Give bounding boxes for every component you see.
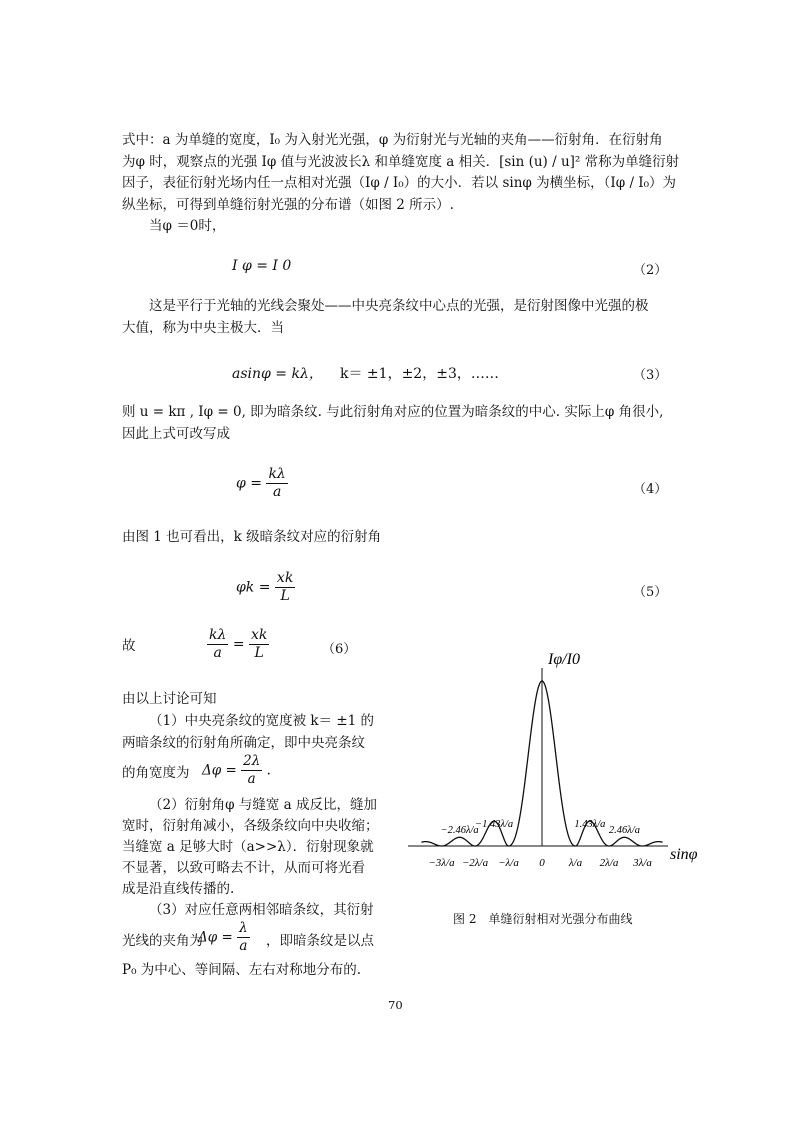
- page-number: 70: [388, 998, 403, 1012]
- angular-width-period: .: [266, 762, 271, 779]
- equation-4-lhs: φ =: [236, 475, 262, 492]
- equation-6-denominator-right: L: [254, 645, 264, 661]
- x-tick-label: 2λ/a: [599, 857, 619, 869]
- x-tick-label: 0: [539, 857, 545, 869]
- text-therefore: 故: [122, 638, 136, 654]
- paragraph-intro: [122, 130, 679, 216]
- equation-fringe-spacing: [198, 920, 250, 955]
- text-line: 这是平行于光轴的光线会聚处——中央亮条纹中心点的光强，是衍射图像中光强的极: [149, 298, 649, 314]
- text-line: 两暗条纹的衍射角所确定，即中央亮条纹: [122, 735, 365, 751]
- y-axis-label: Iφ/I0: [548, 651, 580, 668]
- peak-annotations: [440, 819, 639, 836]
- equation-6-numerator-left: kλ: [209, 627, 227, 643]
- paragraph-central-maximum: [122, 296, 649, 339]
- equation-number-2: （2）: [633, 263, 668, 278]
- equation-number-4: （4）: [633, 482, 668, 497]
- equation-6-equals: =: [232, 636, 245, 653]
- text-line: 不显著，以致可略去不计，从而可将光看: [122, 860, 365, 876]
- equation-4: [236, 466, 288, 501]
- equation-number-6: （6）: [322, 642, 357, 657]
- angular-width-lhs: Δφ =: [202, 762, 237, 779]
- equation-6-denominator-left: a: [213, 645, 222, 661]
- text-line: （1）中央亮条纹的宽度被 k＝ ±1 的: [149, 713, 375, 729]
- angular-width-denominator: a: [247, 771, 256, 787]
- text-when-phi-zero: 当φ ＝0时，: [149, 218, 226, 234]
- equation-3-right: k＝ ±1，±2，±3，……: [340, 366, 499, 382]
- equation-angular-width: [202, 753, 271, 788]
- text-line: 式中：a 为单缝的宽度，I₀ 为入射光光强，φ 为衍射光与光轴的夹角——衍射角．在衍射角: [122, 132, 663, 148]
- peak-annotation: −1.43λ/a: [475, 819, 514, 830]
- equation-5: [236, 570, 295, 605]
- text-line: 光线的夹角为: [122, 933, 203, 949]
- diffraction-intensity-chart: [400, 640, 710, 880]
- equation-4-denominator: a: [272, 484, 282, 500]
- text-line: 因此上式可改写成: [122, 425, 230, 442]
- text-line: 的角宽度为: [122, 765, 190, 781]
- equation-3-left: asinφ = kλ，: [232, 366, 323, 382]
- equation-5-lhs: φk =: [236, 579, 271, 596]
- text-line: 为φ 时，观察点的光强 Iφ 值与光波波长λ 和单缝宽度 a 相关．[sin (u) / u]² 常称为单缝衍射: [122, 153, 680, 170]
- equation-6-numerator-right: xk: [251, 627, 268, 643]
- text-line: ，即暗条纹是以点: [266, 933, 374, 949]
- equation-2: I φ = I 0: [232, 258, 292, 274]
- text-line: 因子，表征衍射光场内任一点相对光强（Iφ / I₀）的大小．若以 sinφ 为横坐标，（Iφ / I₀）为: [122, 175, 677, 191]
- text-kth-dark-fringe: 由图 1 也可看出，k 级暗条纹对应的衍射角: [122, 529, 382, 545]
- paragraph-dark-fringe: [122, 402, 663, 445]
- text-line: 大值，称为中央主极大．当: [122, 319, 284, 336]
- peak-annotation: −2.46λ/a: [440, 825, 479, 836]
- equation-number-5: （5）: [633, 585, 668, 600]
- text-line: 则 u = kπ , Iφ = 0, 即为暗条纹. 与此衍射角对应的位置为暗条纹的中心. 实际上φ 角很小,: [122, 404, 664, 420]
- text-line: 纵坐标，可得到单缝衍射光强的分布谱（如图 2 所示）.: [122, 196, 454, 213]
- x-tick-labels: [428, 857, 652, 869]
- x-tick-label: −λ/a: [498, 857, 519, 869]
- text-line: P₀ 为中心、等间隔、左右对称地分布的.: [122, 962, 362, 978]
- text-line: （3）对应任意两相邻暗条纹，其衍射: [149, 902, 374, 918]
- equation-5-denominator: L: [280, 588, 290, 604]
- equation-6: [207, 627, 269, 662]
- fringe-spacing-lhs: Δφ =: [198, 929, 233, 946]
- x-tick-label: −3λ/a: [428, 857, 455, 869]
- text-line: 当缝宽 a 足够大时（a>>λ）．衍射现象就: [122, 839, 374, 855]
- text-from-discussion: 由以上讨论可知: [122, 691, 217, 707]
- equation-number-3: （3）: [633, 368, 668, 383]
- text-line: （2）衍射角φ 与缝宽 a 成反比，缝加: [149, 797, 377, 813]
- text-line: 宽时，衍射角减小，各级条纹向中央收缩；: [122, 818, 379, 834]
- fringe-spacing-denominator: a: [239, 938, 248, 954]
- x-tick-label: λ/a: [568, 857, 583, 869]
- fringe-spacing-numerator: λ: [239, 920, 248, 936]
- equation-4-numerator: kλ: [268, 466, 286, 482]
- x-axis-label: sinφ: [670, 846, 698, 863]
- text-line: 成是沿直线传播的.: [122, 881, 235, 897]
- peak-annotation: 2.46λ/a: [608, 825, 640, 836]
- angular-width-numerator: 2λ: [243, 753, 261, 769]
- x-tick-label: 3λ/a: [633, 857, 652, 869]
- x-tick-label: −2λ/a: [461, 857, 489, 869]
- figure-caption: 图 2 单缝衍射相对光强分布曲线: [453, 912, 633, 926]
- equation-5-numerator: xk: [276, 570, 294, 586]
- peak-annotation: 1.43λ/a: [574, 819, 606, 830]
